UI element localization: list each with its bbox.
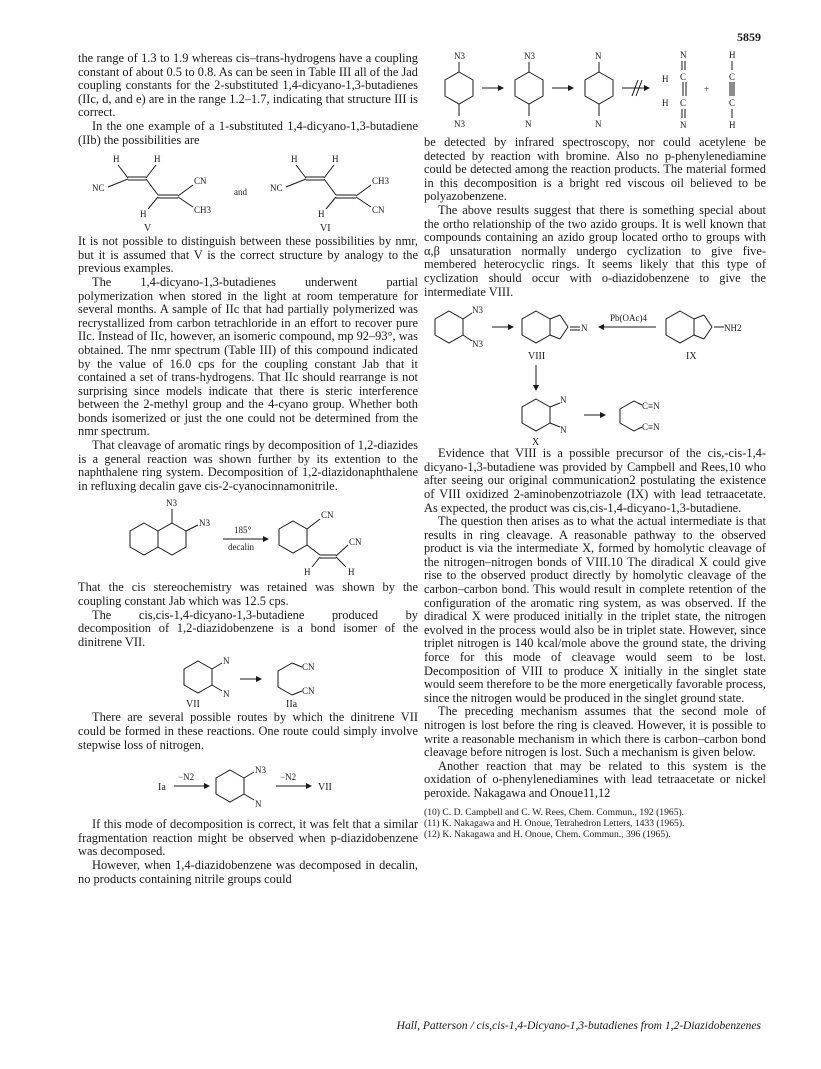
svg-text:Ia: Ia xyxy=(158,782,166,794)
paragraph: the range of 1.3 to 1.9 whereas cis–trans-hydrogens have a coupling constant of about 0.5 to 0.8. As can be seen in Table III all of the Jad coupling constants for the 2-substituted 1,4-dicyano-1,3-butadienes (IIc, d, and e) are in the range 1.2–1.7, indicating that structure III is correct. xyxy=(78,51,418,120)
svg-text:C≡N: C≡N xyxy=(642,422,660,433)
reference-item: (12) K. Nakagawa and H. Onoue, Chem. Commun., 396 (1965). xyxy=(424,828,671,840)
svg-text:CN: CN xyxy=(321,510,334,521)
paragraph: The question then arises as to what the actual intermediate is that results in ring cleavage. A reasonable pathway to the observed product is via the intermediate X, formed by homolytic cleavage of the nitrogen–nitrogen bonds of VIII.10 The diradical X could give rise to the observed product directly by homolytic cleavage of the carbon–carbon bond. This would result in complete retention of the configuration of the aromatic ring system, as was observed. If the diradical X were produced initially in the triplet state, the nitrogen evolved in the process would also be in triplet state. However, since triplet nitrogen is 140 kcal/mole above the ground state, the driving force for this mode of cleavage would seem to be lost. Decomposition of VIII to produce X initially in the singlet state would seem therefore to be the more energetically favorable process, since the nitrogen would be produced in the singlet ground state. xyxy=(424,514,766,705)
svg-text:N: N xyxy=(525,119,532,129)
paragraph: That the cis stereochemistry was retained was shown by the coupling constant Jab which was 12.5 cps. xyxy=(78,580,418,609)
running-footer: Hall, Patterson / cis,cis-1,4-Dicyano-1,3-butadienes from 1,2-Diazidobenzenes xyxy=(396,1020,761,1032)
scheme-isomers-v-vi xyxy=(78,147,418,235)
diradical-x xyxy=(522,395,567,447)
paragraph: If this mode of decomposition is correct, it was felt that a similar fragmentation reaction might be observed when p-diazidobenzene was decomposed. xyxy=(78,817,418,859)
svg-text:N3: N3 xyxy=(524,51,535,61)
svg-text:N3: N3 xyxy=(472,339,483,350)
svg-text:C: C xyxy=(729,72,736,82)
svg-text:C: C xyxy=(680,98,687,108)
svg-text:N3: N3 xyxy=(255,765,266,776)
svg-text:N3: N3 xyxy=(472,305,483,316)
paragraph: There are several possible routes by which the dinitrene VII could be formed in these reactions. One route could simply involve stepwise loss of nitrogen. xyxy=(78,710,418,752)
paragraph: The preceding mechanism assumes that the second mole of nitrogen is lost before the ring is cleaved. However, it is possible to write a reasonable mechanism in which there is carbon–carbon bond cleavage before nitrogen is lost. Such a mechanism is given below. xyxy=(424,704,766,760)
svg-text:X: X xyxy=(532,437,540,448)
paragraph: The 1,4-dicyano-1,3-butadienes underwent partial polymerization when stored in the light at room temperature for several months. A sample of IIc that had partially polymerized was recrystallized from carbon tetrachloride in an effort to recover pure IIc. Instead of IIc, however, an isomeric compound, mp 92–93°, was obtained. The nmr spectrum (Table III) of this compound indicated by the value of 16.0 cps for the coupling constant Jab that it contained a set of trans-hydrogens. That IIc should rearrange is not surprising since models indicate that there is steric interference between the 2-methyl group and the 4-cyano group. Whether both bonds isomerized or just the one could not be determined from the nmr spectrum. xyxy=(78,274,418,439)
svg-text:NH2: NH2 xyxy=(724,323,742,334)
left-column xyxy=(78,52,418,886)
svg-text:H: H xyxy=(304,567,311,578)
svg-text:N3: N3 xyxy=(454,51,465,61)
svg-text:H: H xyxy=(113,154,120,165)
svg-text:H: H xyxy=(140,209,147,220)
intermediate-viii xyxy=(522,311,588,362)
o-diazidobenzene xyxy=(435,305,483,349)
svg-text:CN: CN xyxy=(302,662,315,673)
svg-text:N: N xyxy=(560,425,567,436)
svg-text:H: H xyxy=(154,154,161,165)
svg-text:N: N xyxy=(223,689,230,700)
and-label: and xyxy=(234,187,247,198)
structure-vi xyxy=(270,154,390,234)
svg-text:N: N xyxy=(595,119,602,129)
svg-text:H: H xyxy=(348,567,355,578)
references xyxy=(424,807,766,840)
svg-text:N: N xyxy=(595,51,602,61)
reference-item: (11) K. Nakagawa and H. Onoue, Tetrahedron Letters, 1433 (1965). xyxy=(424,817,685,829)
dinitrene-vii xyxy=(184,656,230,710)
paragraph: It is not possible to distinguish between these possibilities by nmr, but it is assumed that V is the correct structure by analogy to the previous examples. xyxy=(78,234,418,276)
svg-text:N3: N3 xyxy=(199,518,210,529)
svg-text:H: H xyxy=(729,50,736,60)
svg-text:H: H xyxy=(662,74,669,84)
svg-text:NC: NC xyxy=(92,183,105,194)
dicyanobutadiene-iia xyxy=(278,662,315,710)
scheme-naphthalene xyxy=(78,493,418,581)
svg-text:IIa: IIa xyxy=(286,699,298,711)
svg-text:decalin: decalin xyxy=(228,542,254,553)
paragraph: The above results suggest that there is something special about the ortho relationship of the two azido groups. It is well known that compounds containing an azido group located ortho to groups with α,β unsaturation normally undergo cyclization to give five-membered heterocyclic rings. It seems likely that this type of cyclization should occur with o-diazidobenzene to give the intermediate VIII. xyxy=(424,202,766,299)
dinitrene-para xyxy=(585,51,613,129)
paragraph: Evidence that VIII is a possible precursor of the cis,-cis-1,4-dicyano-1,3-butadiene was provided by Campbell and Rees,10 who after seeing our original communication2 postulating the existence of VIII oxidized 2-aminobenzotriazole (IX) with lead tetraacetate. As expected, the product was cis,cis-1,4-dicyano-1,3-butadiene. xyxy=(424,446,766,515)
svg-text:VII: VII xyxy=(186,699,200,711)
svg-text:−N2: −N2 xyxy=(178,772,195,783)
svg-text:N: N xyxy=(581,323,588,334)
svg-text:−N2: −N2 xyxy=(280,772,297,783)
svg-text:CH3: CH3 xyxy=(372,176,390,187)
paragraph: The cis,cis-1,4-dicyano-1,3-butadiene produced by decomposition of 1,2-diazidobenzene is a bond isomer of the dinitrene VII. xyxy=(78,607,418,649)
svg-text:CN: CN xyxy=(194,176,207,187)
paragraph: Another reaction that may be related to this system is the oxidation of o-phenylenediamines with lead tetraacetate or nickel peroxide. Nakagawa and Onoue11,12 xyxy=(424,758,766,800)
azido-nitrene-para xyxy=(515,51,543,129)
svg-text:Pb(OAc)4: Pb(OAc)4 xyxy=(610,313,647,324)
svg-text:C: C xyxy=(729,98,736,108)
scheme-stepwise-loss xyxy=(78,752,418,818)
scheme-benzotriazole xyxy=(424,299,766,447)
aminobenzotriazole-ix xyxy=(666,311,742,362)
svg-text:N3: N3 xyxy=(166,498,177,509)
cyanocinnamonitrile xyxy=(279,510,362,577)
paragraph: However, when 1,4-diazidobenzene was decomposed in decalin, no products containing nitrile groups could xyxy=(78,857,418,886)
paragraph: be detected by infrared spectroscopy, nor could acetylene be detected by reaction with bromine. Also no p-phenylenediamine could be detected among the reaction products. The material formed in this decomposition is a bright red viscous oil believed to be polyazobenzene. xyxy=(424,135,766,204)
svg-text:CN: CN xyxy=(302,686,315,697)
svg-text:C≡N: C≡N xyxy=(642,401,660,412)
svg-text:N: N xyxy=(680,50,687,60)
svg-text:VIII: VIII xyxy=(528,351,546,363)
svg-text:N: N xyxy=(255,799,262,810)
paragraph: In the one example of a 1-substituted 1,4-dicyano-1,3-butadiene (IIb) the possibilities are xyxy=(78,118,418,147)
scheme-dinitrene xyxy=(78,649,418,711)
svg-text:H: H xyxy=(332,154,339,165)
svg-text:H: H xyxy=(729,120,736,130)
svg-text:N: N xyxy=(560,395,567,406)
cleavage-products xyxy=(662,50,736,130)
svg-text:185°: 185° xyxy=(234,525,252,536)
right-column xyxy=(424,44,766,840)
svg-text:C: C xyxy=(680,72,687,82)
svg-text:H: H xyxy=(662,98,669,108)
structure-v xyxy=(92,154,212,234)
svg-text:VI: VI xyxy=(320,223,331,235)
svg-text:VII: VII xyxy=(318,782,332,794)
dicyanobutadiene-product xyxy=(620,401,660,432)
svg-text:H: H xyxy=(318,209,325,220)
azido-nitrene xyxy=(216,765,266,809)
svg-text:N3: N3 xyxy=(454,119,465,129)
scheme-para-diazide xyxy=(424,44,766,136)
svg-text:CN: CN xyxy=(349,537,362,548)
svg-text:N: N xyxy=(223,656,230,667)
naphthalene-diazide xyxy=(130,498,210,555)
svg-text:H: H xyxy=(291,154,298,165)
p-diazidobenzene xyxy=(445,51,473,129)
page-number: 5859 xyxy=(737,30,761,44)
reference-item: (10) C. D. Campbell and C. W. Rees, Chem. Commun., 192 (1965). xyxy=(424,806,685,818)
svg-text:IX: IX xyxy=(686,351,697,363)
svg-text:+: + xyxy=(704,84,710,94)
svg-text:NC: NC xyxy=(270,183,283,194)
svg-text:N: N xyxy=(680,120,687,130)
svg-text:CH3: CH3 xyxy=(194,205,212,216)
svg-text:V: V xyxy=(144,223,152,235)
paragraph: That cleavage of aromatic rings by decomposition of 1,2-diazides is a general reaction was shown further by its extention to the naphthalene ring system. Decomposition of 1,2-diazidonaphthalene in refluxing decalin gave cis-2-cyanocinnamonitrile. xyxy=(78,438,418,493)
svg-text:CN: CN xyxy=(372,205,385,216)
